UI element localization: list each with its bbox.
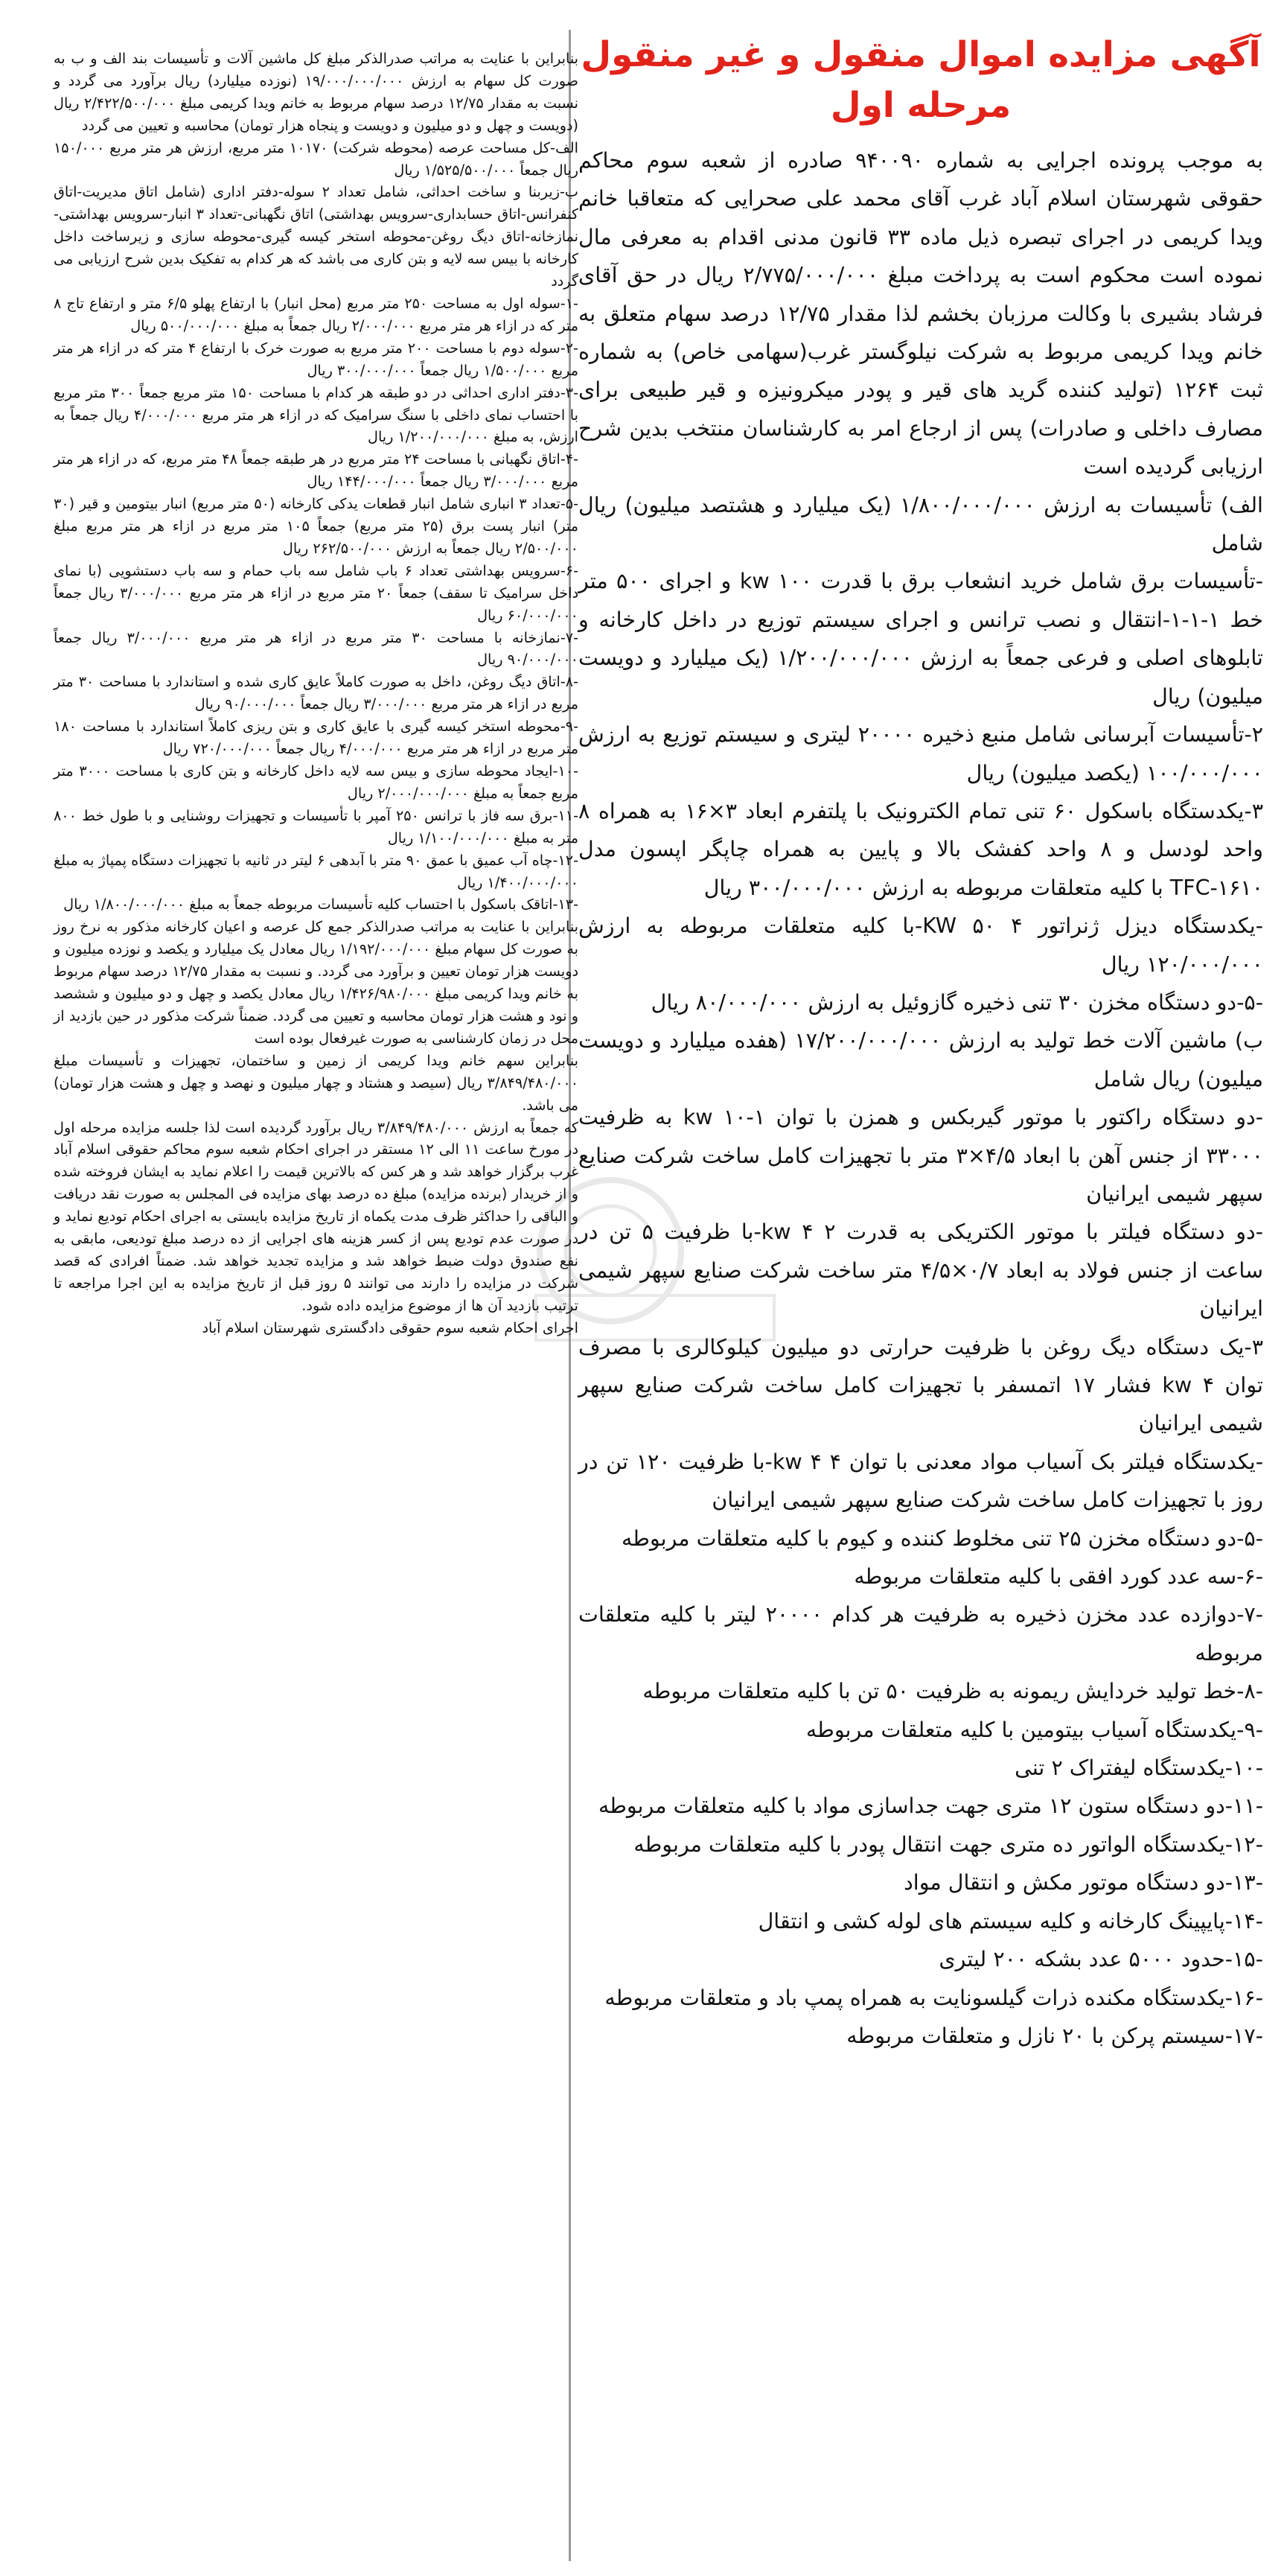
list-item: -۵-تعداد ۳ انباری شامل انبار قطعات یدکی کارخانه (۵۰ متر مربع) انبار بیتومین و قیر (۳۰ متر) انبار پست برق (۲۵ متر مربع) جمعاً ۱۰۵ متر مربع در ازاء هر متر مربع مبلغ ۲/۵۰۰/۰۰۰ ریال جمعاً به ارزش ۲۶۲/۵۰۰/۰۰۰ ریال [54,495,578,557]
list-item: -۱۲-یکدستگاه الواتور ده متری جهت انتقال پودر با کلیه متعلقات مربوطه [633,1831,1263,1857]
right-column-text [578,141,1263,2055]
list-item: -۹-یکدستگاه آسیاب بیتومین با کلیه متعلقات مربوطه [805,1717,1263,1742]
list-item: الف-کل مساحت عرصه (محوطه شرکت) ۱۰۱۷۰ متر مربع، ارزش هر متر مربع ۱۵۰/۰۰۰ ریال جمعاً ۱/۵۲۵/۵۰۰/۰۰۰ ریال [54,138,578,179]
list-item: ۳-یکدستگاه باسکول ۶۰ تنی تمام الکترونیک با پلتفرم ابعاد ۳×۱۶ به همراه ۸ واحد لودسل و ۸ واحد کفشک بالا و پایین به همراه چاپگر اپسون مدل TFC-۱۶۱۰ با کلیه متعلقات مربوطه به ارزش ۳۰۰/۰۰۰/۰۰۰ ریال [578,798,1263,900]
list-item: ۲-تأسیسات آبرسانی شامل منبع ذخیره ۲۰۰۰۰ لیتری و سیستم توزیع به ارزش ۱۰۰/۰۰۰/۰۰۰ (یکصد میلیون) ریال [578,722,1263,785]
list-item: -۵-دو دستگاه مخزن ۳۰ تنی ذخیره گازوئیل به ارزش ۸۰/۰۰۰/۰۰۰ ریال [651,989,1263,1015]
list-item: -دو دستگاه راکتور با موتور گیربکس و همزن با توان kw ۱۰-۱ به ظرفیت ۳۳۰۰۰ از جنس آهن با ابعاد ۴/۵×۳ متر با تجهیزات کامل ساخت شرکت صنایع سپهر شیمی ایرانیان [578,1105,1264,1206]
left-column [54,48,578,1339]
list-item: -۱۳-دو دستگاه موتور مکش و انتقال مواد [904,1870,1263,1896]
list-item: -۷-دوازده عدد مخزن ذخیره به ظرفیت هر کدام ۲۰۰۰۰ لیتر با کلیه متعلقات مربوطه [578,1602,1264,1665]
right-column [578,30,1263,2055]
list-item: -۵-دو دستگاه مخزن ۲۵ تنی مخلوط کننده و کیوم با کلیه متعلقات مربوطه [621,1525,1263,1551]
list-item: ب-زیربنا و ساخت احداثی، شامل تعداد ۲ سوله-دفتر اداری (شامل اتاق مدیریت-اتاق کنفرانس-اتاق حسابداری-سرویس بهداشتی) اتاق نگهبانی-تعداد ۳ انبار-سرویس بهداشتی-نمازخانه-اتاق دیگ روغن-محوطه استخر کیسه گیری-محوطه سازی و زیرساخت داخل کارخانه با بیس سه لایه و بتن کاری می باشد که هر کدام به تفکیک بدین شرح ارزیابی می گردد [54,183,578,290]
list-item: -۳-دفتر اداری احداثی در دو طبقه هر کدام با مساحت ۱۵۰ متر مربع جمعاً ۳۰۰ متر مربع با احتساب نمای داخلی با سنگ سرامیک که در ازاء هر متر مربع ۴/۰۰۰/۰۰۰ ریال جمعاً به ارزش، به مبلغ ۱/۲۰۰/۰۰۰/۰۰۰ ریال [54,383,578,446]
list-item: -۱۰-ایجاد محوطه سازی و بیس سه لایه داخل کارخانه و بتن کاری با مساحت ۳۰۰۰ متر مربع جمعاً به مبلغ ۲/۰۰۰/۰۰۰/۰۰۰ ریال [54,762,578,802]
list-item: -۶-سرویس بهداشتی تعداد ۶ باب شامل سه باب حمام و سه باب دستشویی (با نمای داخل سرامیک تا سقف) جمعاً ۲۰ متر مربع در ازاء هر متر مربع ۳/۰۰۰/۰۰۰ ریال جمعاً ۶۰/۰۰۰/۰۰۰ ریال [54,561,579,624]
list-item: -یکدستگاه دیزل ژنراتور KW ۵۰ ۴-با کلیه متعلقات مربوطه به ارزش ۱۲۰/۰۰۰/۰۰۰ ریال [578,914,1263,977]
intro-paragraph: به موجب پرونده اجرایی به شماره ۹۴۰۰۹۰ صادره از شعبه سوم محاکم حقوقی شهرستان اسلام آباد غرب آقای محمد علی صحرایی که متعاقبا خانم ویدا کریمی در اجرای تبصره ذیل ماده ۳۳ قانون مدنی اقدام به معرفی مال نموده است محکوم است به پرداخت مبلغ ۲/۷۷۵/۰۰۰/۰۰۰ ریال در حق آقای فرشاد بشیری با وکالت مرزبان بخشم لذا مقدار ۱۲/۷۵ درصد سهام متعلق به خانم ویدا کریمی مربوط به شرکت نیلوگستر غرب(سهامی خاص) به شماره ثبت ۱۲۶۴ (تولید کننده گرید های قیر و پودر میکرونیزه و قیر طبیعی برای مصارف داخلی و صادرات) پس از ارجاع امر به کارشناسان منتخب بدین شرح ارزیابی گردیده است [578,148,1264,479]
list-item: -۱۲-چاه آب عمیق با عمق ۹۰ متر با آبدهی ۶ لیتر در ثانیه با تجهیزات دستگاه پمپاژ به مبلغ ۱/۴۰۰/۰۰۰/۰۰۰ ریال [54,851,578,891]
list-item: -۱۳-اتاقک باسکول با احتساب کلیه تأسیسات مربوطه جمعاً به مبلغ ۱/۸۰۰/۰۰۰/۰۰۰ ریال [63,896,578,914]
section-a-heading: الف) تأسیسات به ارزش ۱/۸۰۰/۰۰۰/۰۰۰ (یک میلیارد و هشتصد میلیون) ریال شامل [578,492,1263,556]
list-item: -۶-سه عدد کورد افقی با کلیه متعلقات مربوطه [854,1564,1263,1590]
list-item: -۴-اتاق نگهبانی با مساحت ۲۴ متر مربع در هر طبقه جمعاً ۴۸ متر مربع، که در ازاء هر متر مربع ۳/۰۰۰/۰۰۰ ریال جمعاً ۱۴۴/۰۰۰/۰۰۰ ریال [54,450,578,491]
list-item: -۱۰-یکدستگاه لیفتراک ۲ تنی [1015,1756,1263,1781]
list-item: -۱۶-یکدستگاه مکنده ذرات گیلسونایت به همراه پمپ باد و متعلقات مربوطه [604,1985,1263,2010]
summary-paragraph: بنابراین با عنایت به مراتب صدرالذکر مبلغ کل ماشین آلات و تأسیسات بند الف و ب به صورت کل سهام به ارزش ۱۹/۰۰۰/۰۰۰/۰۰۰ (نوزده میلیارد) ریال برآورد می گردد و نسبت به مقدار ۱۲/۷۵ درصد سهام مربوط به خانم ویدا کریمی مبلغ ۲/۴۲۲/۵۰۰/۰۰۰ ریال (دویست و چهل و دو میلیون و دویست و پنجاه هزار تومان) محاسبه و تعیین می گردد [54,50,578,134]
list-item: -دو دستگاه فیلتر با موتور الکتریکی به قدرت kw ۴ ۲-با ظرفیت ۵ تن در ساعت از جنس فولاد به ابعاد ۰/۷×۴/۵ متر ساخت شرکت صنایع سپهر شیمی ایرانیان [578,1220,1263,1322]
list-item: -۱۱-دو دستگاه ستون ۱۲ متری جهت جداسازی مواد با کلیه متعلقات مربوطه [598,1794,1263,1819]
list-item: -۸-خط تولید خردایش ریمونه به ظرفیت ۵۰ تن با کلیه متعلقات مربوطه [642,1679,1263,1704]
list-item: -۸-اتاق دیگ روغن، داخل به صورت کاملاً عایق کاری شده و استاندارد با مساحت ۳۰ متر مربع در ازاء هر متر مربع ۳/۰۰۰/۰۰۰ ریال جمعاً ۹۰/۰۰۰/۰۰۰ ریال [54,673,578,713]
section-b-heading: ب) ماشین آلات خط تولید به ارزش ۱۷/۲۰۰/۰۰۰/۰۰۰ (هفده میلیارد و دویست میلیون) ریال شامل [578,1028,1263,1091]
list-item: -۹-محوطه استخر کیسه گیری با عایق کاری و بتن ریزی کاملاً استاندارد با مساحت ۱۸۰ متر مربع در ازاء هر متر مربع ۴/۰۰۰/۰۰۰ ریال جمعاً ۷۲۰/۰۰۰/۰۰۰ ریال [54,718,578,758]
list-item: -تأسیسات برق شامل خرید انشعاب برق با قدرت kw ۱۰۰ و اجرای ۵۰۰ متر خط ۱-۱-۱-انتقال و نصب ترانس و اجرای سیستم توزیع در داخل کارخانه و تابلوهای اصلی و فرعی جمعاً به ارزش ۱/۲۰۰/۰۰۰/۰۰۰ (یک میلیارد و دویست میلیون) ریال [578,569,1263,709]
auction-terms-paragraph: که جمعاً به ارزش ۳/۸۴۹/۴۸۰/۰۰۰ ریال برآورد گردیده است لذا جلسه مزایده مرحله اول در مورخ ساعت ۱۱ الی ۱۲ مستقر در اجرای احکام شعبه سوم محاکم حقوقی اسلام آباد غرب برگزار خواهد شد و هر کس که بالاترین قیمت را اعلام نماید به ایشان فروخته شده و از خریدار (برنده مزایده) مبلغ ده درصد بهای مزایده فی المجلس به صورت نقد دریافت و الباقی را حداکثر ظرف مدت یکماه از تاریخ مزایده بایستی به اجرای احکام تودیع نماید و در صورت عدم تودیع پس از کسر هزینه های اجرایی از ده درصد مبلغ تودیعی، مابقی به نفع صندوق دولت ضبط خواهد شد و مزایده تجدید خواهد شد. ضمناً افرادی که قصد شرکت در مزایده را دارند می توانند ۵ روز قبل از تاریخ مزایده به این اجرا مراجعه تا ترتیب بازدید آن ها از موضوع مزایده داده شود. [54,1118,578,1314]
share-value-paragraph: بنابراین سهم خانم ویدا کریمی از زمین و ساختمان، تجهیزات و تأسیسات مبلغ ۳/۸۴۹/۴۸۰/۰۰۰ ریال (سیصد و هشتاد و چهار میلیون و نهصد و چهل و هشت هزار تومان) می باشد. [54,1051,578,1114]
list-item: -۱۴-پایپینگ کارخانه و کلیه سیستم های لوله کشی و انتقال [758,1908,1263,1933]
list-item: -۱۷-سیستم پرکن با ۲۰ نازل و متعلقات مربوطه [846,2023,1263,2048]
list-item: ۳-یک دستگاه دیگ روغن با ظرفیت حرارتی دو میلیون کیلوکالری با مصرف توان kw ۴ فشار ۱۷ اتمسفر با تجهیزات کامل ساخت شرکت صنایع سپهر شیمی ایرانیان [578,1334,1263,1436]
signature-line: اجرای احکام شعبه سوم حقوقی دادگستری شهرستان اسلام آباد [202,1319,578,1336]
list-item: -۱۵-حدود ۵۰۰۰ عدد بشکه ۲۰۰ لیتری [939,1947,1263,1972]
valuation-paragraph: بنابراین با عنایت به مراتب صدرالذکر جمع کل عرصه و اعیان کارخانه مذکور به نرخ روز به صورت کل سهام مبلغ ۱/۱۹۲/۰۰۰/۰۰۰ ریال معادل یک میلیارد و یکصد و نوزده میلیون و دویست هزار تومان تعیین و برآورد می گردد. و نسبت به مقدار ۱۲/۷۵ درصد سهام مربوط به خانم ویدا کریمی مبلغ ۱/۴۲۶/۹۸۰/۰۰۰ ریال معادل یکصد و چهل و دو میلیون و ششصد و نود و هشت هزار تومان محاسبه و تعیین می گردد. ضمناً شرکت مذکور در حین بازدید از محل در زمان کارشناسی به صورت غیرفعال بوده است [54,918,579,1047]
list-item: -۱۱-برق سه فاز با ترانس ۲۵۰ آمپر با تأسیسات و تجهیزات روشنایی و با طول خط ۸۰۰ متر به مبلغ ۱/۱۰۰/۰۰۰/۰۰۰ ریال [54,806,578,847]
auction-title: آگهی مزایده اموال منقول و غیر منقول مرحله اول [581,34,1261,126]
list-item: -۷-نمازخانه با مساحت ۳۰ متر مربع در ازاء هر متر مربع ۳/۰۰۰/۰۰۰ ریال جمعاً ۹۰/۰۰۰/۰۰۰ ریال [54,628,579,669]
list-item: -۲-سوله دوم با مساحت ۲۰۰ متر مربع به صورت خرک با ارتفاع ۴ متر که در ازاء هر متر مربع ۱/۵۰۰/۰۰۰ ریال جمعاً ۳۰۰/۰۰۰/۰۰۰ ریال [54,339,578,379]
list-item: -۱-سوله اول به مساحت ۲۵۰ متر مربع (محل انبار) با ارتفاع پهلو ۶/۵ متر و ارتفاع تاج ۸ متر که در ازاء هر متر مربع ۲/۰۰۰/۰۰۰ ریال جمعاً به مبلغ ۵۰۰/۰۰۰/۰۰۰ ریال [54,294,578,334]
list-item: -یکدستگاه فیلتر بک آسیاب مواد معدنی با توان kw ۴ ۴-با ظرفیت ۱۲۰ تن در روز با تجهیزات کامل ساخت شرکت صنایع سپهر شیمی ایرانیان [578,1449,1263,1513]
